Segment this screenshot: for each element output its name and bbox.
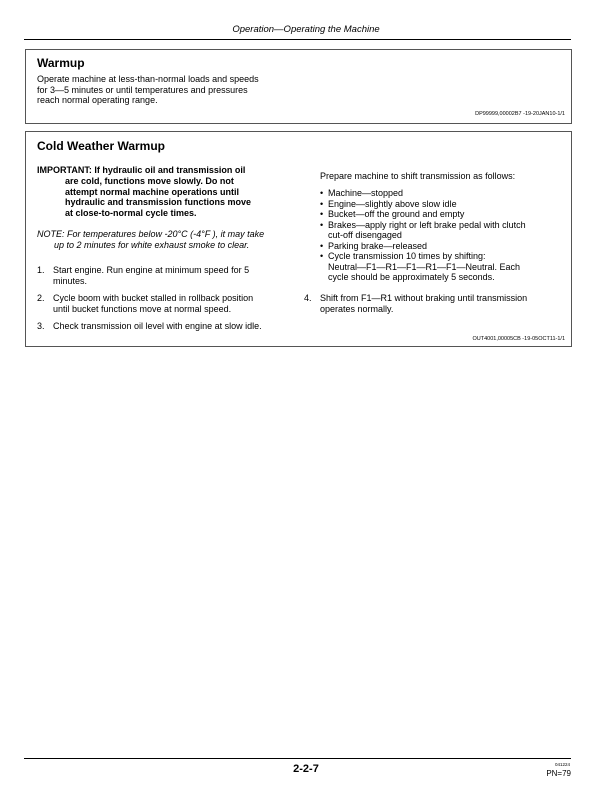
step-line: Start engine. Run engine at minimum speed for 5 — [53, 265, 250, 275]
temperature-note — [37, 229, 299, 251]
header-rule — [24, 39, 571, 40]
warmup-title: Warmup — [37, 56, 85, 70]
list-item-line: • Engine—slightly above slow idle — [328, 198, 457, 209]
step-number: 2. — [37, 293, 45, 303]
step-1 — [37, 265, 299, 287]
important-notice — [37, 165, 295, 219]
important-line: attempt normal machine operations until — [65, 186, 240, 197]
list-item — [320, 241, 565, 252]
list-item-line: • Brakes—apply right or left brake pedal with clutch — [328, 219, 526, 230]
step-line: Cycle boom with bucket stalled in rollback position — [53, 293, 254, 303]
list-item-line: cycle should be approximately 5 seconds. — [328, 272, 495, 282]
footer-date-code: 041224 — [554, 762, 570, 767]
important-line: are cold, functions move slowly. Do not — [65, 175, 234, 186]
step-2 — [37, 293, 299, 315]
footer-pn: PN=79 — [546, 769, 571, 778]
step-number: 4. — [304, 293, 312, 303]
warmup-line: for 3—5 minutes or until temperatures and pressures — [37, 84, 248, 95]
important-line: at close-to-normal cycle times. — [65, 208, 197, 219]
warmup-text — [37, 74, 292, 106]
list-item-line: • Parking brake—released — [328, 240, 428, 251]
cold-weather-reference-code: OUT4001,00005CB -19-05OCT11-1/1 — [472, 336, 565, 342]
step-line: until bucket functions move at normal speed. — [53, 303, 232, 314]
step-3 — [37, 321, 299, 332]
warmup-section — [25, 49, 572, 124]
footer-rule — [24, 758, 571, 759]
list-item-line: Neutral—F1—R1—F1—R1—F1—Neutral. Each — [328, 261, 521, 272]
cold-weather-title: Cold Weather Warmup — [37, 139, 166, 153]
list-item-line: • Cycle transmission 10 times by shifting: — [328, 251, 486, 261]
list-item-line: cut-off disengaged — [328, 230, 402, 240]
note-line: NOTE: For temperatures below -20°C (-4°F ), it may take — [37, 229, 265, 239]
step-line: Check transmission oil level with engine at slow idle. — [53, 321, 262, 331]
list-item — [320, 209, 565, 220]
step-number: 3. — [37, 321, 45, 331]
step-4 — [304, 293, 566, 315]
page-header-title: Operation—Operating the Machine — [232, 24, 380, 35]
step-line: Shift from F1—R1 without braking until transmission — [320, 293, 528, 303]
cold-weather-section — [25, 131, 572, 347]
list-item — [320, 188, 565, 199]
prepare-checklist — [320, 188, 565, 283]
important-line: hydraulic and transmission functions move — [65, 197, 252, 208]
note-line: up to 2 minutes for white exhaust smoke to clear. — [54, 240, 250, 250]
list-item-line: • Machine—stopped — [328, 188, 404, 198]
list-item — [320, 251, 565, 283]
list-item-line: • Bucket—off the ground and empty — [328, 209, 465, 219]
warmup-line: Operate machine at less-than-normal loads and speeds — [37, 74, 259, 84]
prepare-machine-text: Prepare machine to shift transmission as follows: — [320, 171, 516, 181]
warmup-line: reach normal operating range. — [37, 95, 158, 106]
step-line: operates normally. — [320, 303, 394, 314]
list-item — [320, 220, 565, 241]
step-line: minutes. — [53, 275, 88, 286]
step-number: 1. — [37, 265, 45, 275]
warmup-reference-code: DP99999,00002B7 -19-20JAN10-1/1 — [475, 111, 565, 117]
page-number: 2-2-7 — [293, 763, 319, 775]
list-item — [320, 199, 565, 210]
important-line: IMPORTANT: If hydraulic oil and transmission oil — [37, 165, 246, 175]
